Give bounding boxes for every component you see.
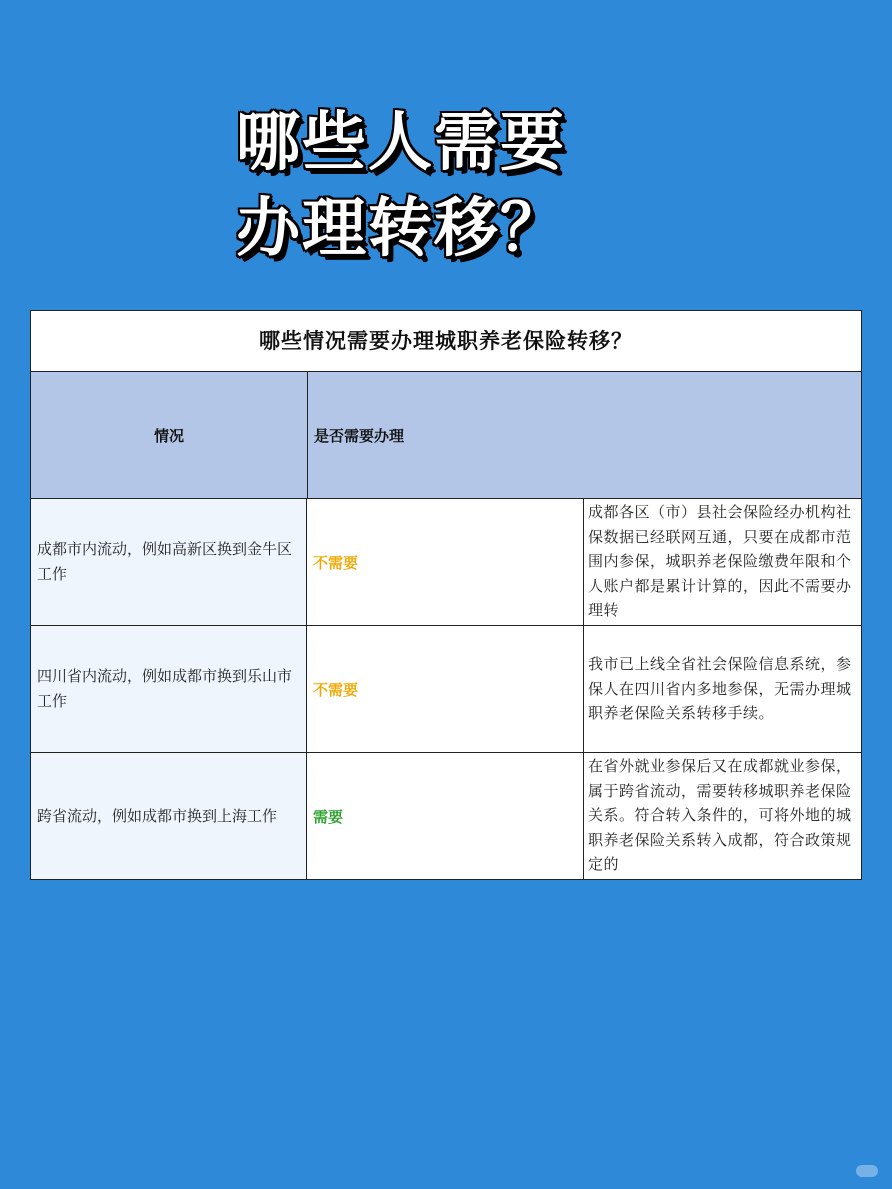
note-text: 我市已上线全省社会保险信息系统，参保人在四川省内多地参保，无需办理城职养老保险关系转移手续。 (588, 655, 852, 723)
table-title: 哪些情况需要办理城职养老保险转移？ (31, 311, 861, 372)
table-row (31, 626, 861, 753)
decision-cell: 需要 (307, 753, 584, 879)
table-row (31, 753, 861, 879)
headline-line-1: 哪些人需要 (236, 106, 566, 180)
headline (236, 100, 656, 272)
decision-cell: 不需要 (307, 499, 584, 625)
note-cell (584, 626, 861, 752)
table-row (31, 499, 861, 626)
situation-cell: 成都市内流动，例如高新区换到金牛区工作 (31, 499, 307, 625)
decision-cell: 不需要 (307, 626, 584, 752)
headline-line-2: 办理转移？ (236, 192, 566, 266)
note-cell: 成都各区（市）县社会保险经办机构社保数据已经联网互通，只要在成都市范围内参保，城职养老保险缴费年限和个人账户都是累计计算的，因此不需要办理转 (588, 503, 852, 619)
table-header-row (31, 372, 861, 499)
situation-cell: 跨省流动，例如成都市换到上海工作 (31, 753, 307, 879)
situation-cell: 四川省内流动，例如成都市换到乐山市工作 (31, 626, 307, 752)
watermark-icon (856, 1165, 878, 1177)
header-situation: 情况 (31, 372, 308, 498)
transfer-table (30, 310, 862, 880)
note-cell: 在省外就业参保后又在成都就业参保，属于跨省流动，需要转移城职养老保险关系。符合转入条件的，可将外地的城职养老保险关系转入成都，符合政策规定的 (588, 757, 852, 873)
header-decision: 是否需要办理 (314, 426, 405, 445)
